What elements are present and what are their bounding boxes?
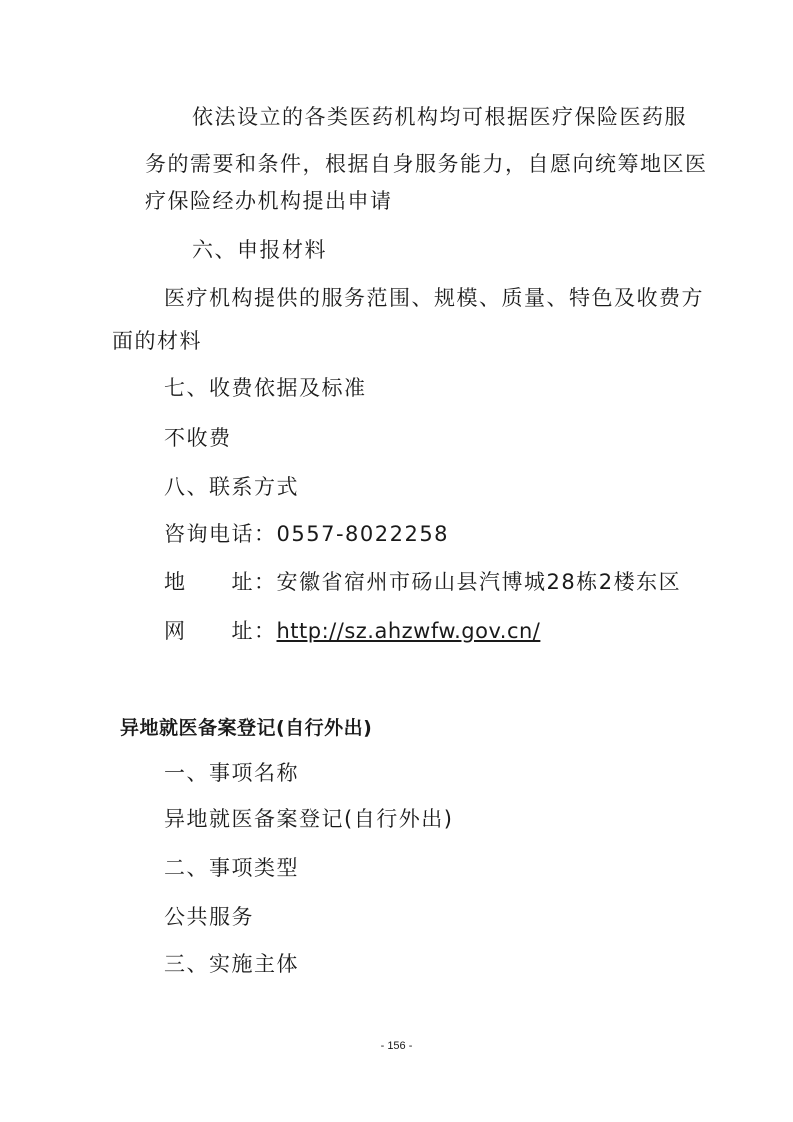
- address-value: 安徽省宿州市砀山县汽博城28栋2楼东区: [276, 570, 682, 594]
- section-title: 异地就医备案登记(自行外出): [120, 717, 373, 739]
- materials-line-2: 面的材料: [112, 329, 202, 353]
- fee-value: 不收费: [164, 426, 232, 450]
- item1-heading: 一、事项名称: [164, 761, 299, 785]
- intro-line-3: 疗保险经办机构提出申请: [145, 189, 393, 213]
- item2-heading: 二、事项类型: [164, 856, 299, 880]
- intro-line-1: 依法设立的各类医药机构均可根据医疗保险医药服: [192, 105, 687, 129]
- intro-line-2: 务的需要和条件，根据自身服务能力，自愿向统筹地区医: [145, 152, 708, 176]
- contact-phone: 咨询电话：0557-8022258: [164, 522, 450, 546]
- materials-line-1: 医疗机构提供的服务范围、规模、质量、特色及收费方: [164, 286, 704, 310]
- item1-value: 异地就医备案登记(自行外出): [164, 807, 454, 831]
- contact-heading: 八、联系方式: [164, 475, 299, 499]
- fee-heading: 七、收费依据及标准: [164, 376, 367, 400]
- materials-heading: 六、申报材料: [192, 238, 327, 262]
- website-link[interactable]: http://sz.ahzwfw.gov.cn/: [276, 619, 541, 643]
- page-number: - 156 -: [380, 1040, 413, 1052]
- item2-value: 公共服务: [164, 905, 254, 929]
- address-label: 地 址：: [164, 570, 277, 594]
- contact-website: [164, 617, 540, 645]
- website-label: 网 址：: [164, 619, 277, 643]
- item3-heading: 三、实施主体: [164, 952, 299, 976]
- contact-address: [164, 568, 681, 596]
